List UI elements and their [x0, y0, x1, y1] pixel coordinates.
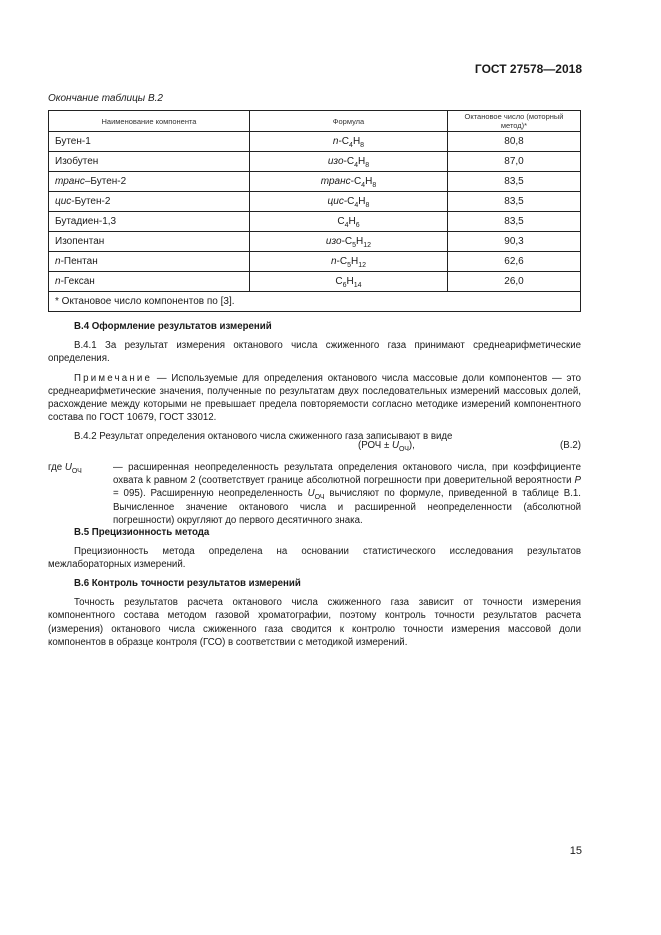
section-title: В.5 Прецизионность метода: [74, 527, 210, 538]
header-octane: Октановое число (моторный метод)*: [448, 111, 581, 132]
component-formula: $C_6H_{14}$: [250, 272, 448, 292]
component-formula: цис-$C_4H_8$: [250, 192, 448, 212]
component-name: цис-Бутен-2: [49, 192, 250, 212]
component-formula: $n-C_5H_{12}$: [250, 252, 448, 272]
paragraph-b5: Прецизионность метода определена на основании статистического исследования результатов межлабораторных измерений.: [48, 546, 581, 571]
table-row: [49, 232, 581, 252]
component-name: Изопентан: [49, 232, 250, 252]
section-b5: [48, 526, 581, 572]
table-row: [49, 192, 581, 212]
table-caption: Окончание таблицы В.2: [48, 93, 163, 104]
table-row: [49, 252, 581, 272]
standard-number: ГОСТ 27578—2018: [474, 62, 582, 76]
paragraph-b6: Точность результатов расчета октанового числа сжиженного газа зависит от точности измерения компонентного состава методом газовой хроматографии, поэтому контроль точности результатов расчета (измерения) октанового числа сжиженного газа сводится к контролю точности измерения массовой доли компонентов в образце контроля (ГСО) в соответствии с методикой измерений.: [48, 597, 581, 648]
component-name: Изобутен: [49, 152, 250, 172]
paragraph-b4-1: В.4.1 За результат измерения октанового числа сжиженного газа принимают среднеарифметические определения.: [48, 340, 581, 365]
section-b6: [48, 577, 581, 649]
octane-value: 90,3: [448, 232, 581, 252]
table-row: [49, 272, 581, 292]
header-formula: Формула: [250, 111, 448, 132]
octane-value: 80,8: [448, 132, 581, 152]
page-number: 15: [569, 845, 582, 857]
section-title: В.6 Контроль точности результатов измерений: [74, 578, 301, 589]
component-formula: транс-$C_4H_8$: [250, 172, 448, 192]
octane-value: 26,0: [448, 272, 581, 292]
component-name: n-Гексан: [49, 272, 250, 292]
where-description: — расширенная неопределенность результата определения октанового числа, при коэффициенте охвата k равном 2 (соответствует границе абсолютной погрешности при доверительной вероятности P = 095). Расширенную неопределенность $U_{ОЧ}$ вычисляют по формуле, приведенной в таблице В.1. Вычисленное значение октанового числа и расширенной неопределенности (абсолютной погрешности) округляют до первого десятичного знака.: [113, 462, 581, 526]
paragraph-b4-2: В.4.2 Результат определения октанового числа сжиженного газа записывают в виде: [74, 431, 453, 443]
octane-value: 83,5: [448, 172, 581, 192]
octane-value: 62,6: [448, 252, 581, 272]
component-name: Бутен-1: [49, 132, 250, 152]
header-name: Наименование компонента: [49, 111, 250, 132]
octane-value: 83,5: [448, 212, 581, 232]
table-header-row: [49, 111, 581, 132]
table-row: [49, 152, 581, 172]
component-name: Бутадиен-1,3: [49, 212, 250, 232]
table-footnote: * Октановое число компонентов по [3].: [49, 292, 581, 312]
note-label: Примечание: [74, 372, 153, 384]
component-formula: $n-C_4H_8$: [250, 132, 448, 152]
where-label: где $U_{ОЧ}$: [48, 462, 82, 475]
component-formula: изо-$C_5H_{12}$: [250, 232, 448, 252]
component-formula: $C_4H_6$: [250, 212, 448, 232]
octane-value: 87,0: [448, 152, 581, 172]
table-row: [49, 212, 581, 232]
table-row: [49, 132, 581, 152]
note-paragraph: [48, 372, 581, 425]
table-footnote-row: [49, 292, 581, 312]
where-block: [48, 461, 581, 527]
octane-value: 83,5: [448, 192, 581, 212]
component-name: n-Пентан: [49, 252, 250, 272]
component-name: транс–Бутен-2: [49, 172, 250, 192]
equation-body: $(РОЧ \pm U_{ОЧ})$,: [358, 440, 415, 453]
table-row: [49, 172, 581, 192]
section-b4: [48, 320, 581, 444]
section-title: В.4 Оформление результатов измерений: [74, 321, 272, 332]
equation-number: (В.2): [560, 440, 581, 451]
components-table: [48, 110, 581, 312]
component-formula: изо-$C_4H_8$: [250, 152, 448, 172]
note-text: — Используемые для определения октанового числа массовые доли компонентов — это среднеарифметические значения, полученные по результатам двух последовательных измерений массовых долей, расхождение между которыми не превышает предела повторяемости согласно методике измерений компонентного состава по ГОСТ 10679, ГОСТ 33012.: [48, 372, 581, 424]
